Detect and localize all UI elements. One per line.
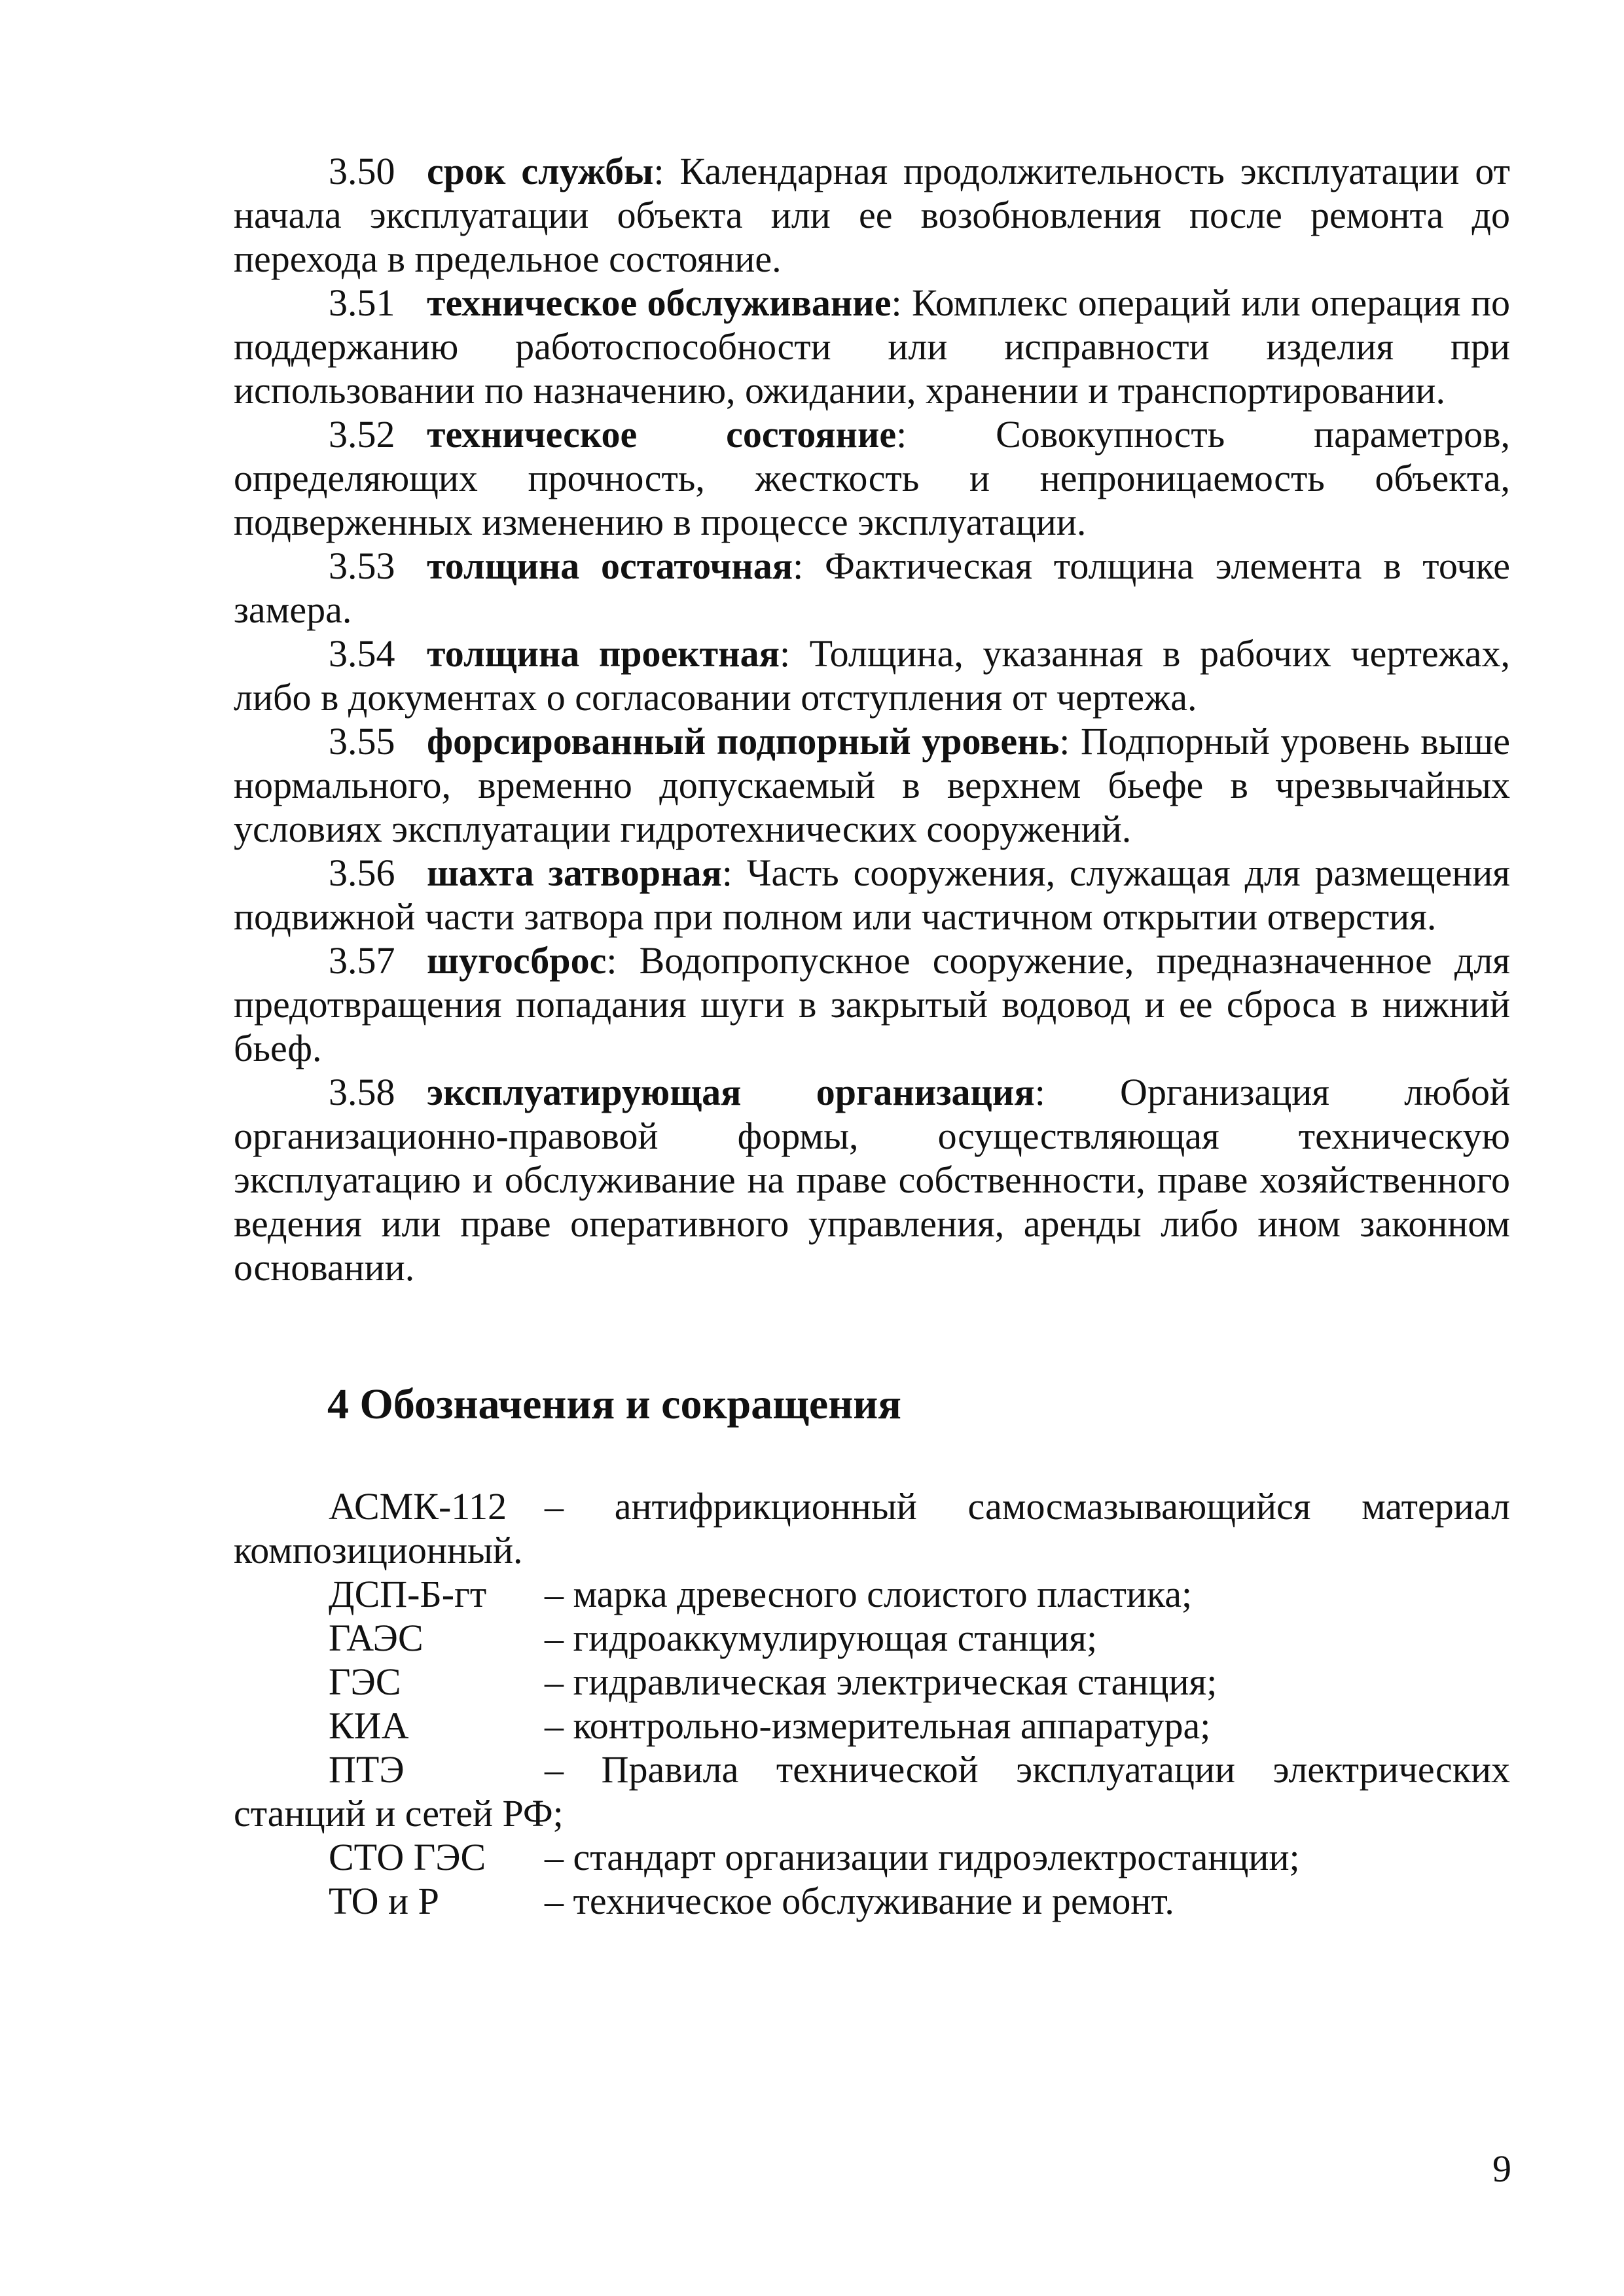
- term-name: шугосброс: [427, 939, 607, 982]
- abbreviation-code: ДСП-Б-гт: [329, 1573, 487, 1615]
- abbreviation-entry: [234, 1879, 1510, 1923]
- term-name: техническое обслуживание: [427, 281, 892, 324]
- term-number: 3.55: [329, 720, 395, 762]
- abbreviation-text: – марка древесного слоистого пластика;: [545, 1573, 1193, 1615]
- term-number: 3.52: [329, 413, 395, 456]
- term-number: 3.56: [329, 852, 395, 894]
- term-name: форсированный подпорный уровень: [427, 720, 1060, 762]
- term-name: толщина проектная: [427, 632, 780, 675]
- term-name: эксплуатирующая организация: [427, 1071, 1035, 1113]
- term-name: толщина остаточная: [427, 545, 793, 587]
- section-heading: 4 Обозначения и сокращения: [327, 1380, 901, 1428]
- term-entry-3-53: [234, 544, 1510, 632]
- term-definition: : Подпорный уровень выше нормального, временно допускаемый в верхнем бьефе в чрезвычайных условиях эксплуатации гидротехнических сооружений.: [234, 720, 1511, 850]
- term-name: техническое состояние: [427, 413, 897, 456]
- abbreviation-entry: [234, 1660, 1510, 1704]
- abbreviations-list: [234, 1484, 1510, 1923]
- term-definition: : Совокупность параметров, определяющих прочность, жесткость и непроницаемость объекта, подверженных изменению в процессе эксплуатации.: [234, 413, 1510, 543]
- abbreviation-text: – антифрикционный самосмазывающийся материал композиционный.: [234, 1485, 1510, 1571]
- term-number: 3.54: [329, 632, 395, 675]
- term-number: 3.51: [329, 281, 395, 324]
- abbreviation-entry: [234, 1835, 1510, 1879]
- term-entry-3-52: [234, 412, 1510, 544]
- term-definition: : Часть сооружения, служащая для размещения подвижной части затвора при полном или частичном открытии отверстия.: [234, 852, 1510, 938]
- term-entry-3-58: [234, 1070, 1510, 1289]
- abbreviation-entry: [234, 1616, 1510, 1660]
- term-entry-3-54: [234, 632, 1510, 719]
- abbreviation-code: КИА: [329, 1704, 409, 1747]
- abbreviation-text: – гидроаккумулирующая станция;: [545, 1617, 1098, 1659]
- term-entry-3-55: [234, 719, 1510, 851]
- term-number: 3.57: [329, 939, 395, 982]
- abbreviation-code: ГЭС: [329, 1660, 401, 1703]
- term-number: 3.50: [329, 150, 395, 192]
- term-entry-3-50: [234, 149, 1510, 281]
- term-definition: : Толщина, указанная в рабочих чертежах, либо в документах о согласовании отступления от чертежа.: [234, 632, 1510, 719]
- term-definition: : Комплекс операций или операция по поддержанию работоспособности или исправности изделия при использовании по назначению, ожидании, хранении и транспортировании.: [234, 281, 1510, 412]
- term-name: шахта затворная: [427, 852, 722, 894]
- term-number: 3.53: [329, 545, 395, 587]
- term-definition: : Организация любой организационно-правовой формы, осуществляющая техническую эксплуатацию и обслуживание на праве собственности, праве хозяйственного ведения или праве оперативного управления, аренды либо ином законном основании.: [234, 1071, 1510, 1289]
- term-entry-3-51: [234, 281, 1510, 412]
- abbreviation-entry: [234, 1704, 1510, 1748]
- abbreviation-code: АСМК-112: [329, 1485, 507, 1528]
- abbreviation-text: – техническое обслуживание и ремонт.: [545, 1880, 1174, 1922]
- abbreviation-code: ТО и Р: [329, 1880, 439, 1922]
- abbreviation-entry: [234, 1484, 1510, 1572]
- term-entry-3-57: [234, 939, 1510, 1070]
- abbreviation-text: – стандарт организации гидроэлектростанции;: [545, 1836, 1300, 1878]
- abbreviation-text: – контрольно-измерительная аппаратура;: [545, 1704, 1211, 1747]
- abbreviation-text: – Правила технической эксплуатации электрических станций и сетей РФ;: [234, 1748, 1510, 1835]
- term-number: 3.58: [329, 1071, 395, 1113]
- abbreviation-code: СТО ГЭС: [329, 1836, 486, 1878]
- page-number: 9: [1492, 2147, 1511, 2190]
- abbreviation-code: ПТЭ: [329, 1748, 405, 1791]
- term-name: срок службы: [427, 150, 654, 192]
- terms-list: [234, 149, 1510, 1289]
- abbreviation-code: ГАЭС: [329, 1617, 424, 1659]
- abbreviation-entry: [234, 1572, 1510, 1616]
- term-definition: : Водопропускное сооружение, предназначенное для предотвращения попадания шуги в закрытый водовод и ее сброса в нижний бьеф.: [234, 939, 1510, 1069]
- term-definition: : Фактическая толщина элемента в точке замера.: [234, 545, 1510, 631]
- term-definition: : Календарная продолжительность эксплуатации от начала эксплуатации объекта или ее возобновления после ремонта до перехода в предельное состояние.: [234, 150, 1511, 280]
- abbreviation-text: – гидравлическая электрическая станция;: [545, 1660, 1218, 1703]
- abbreviation-entry: [234, 1748, 1510, 1835]
- term-entry-3-56: [234, 851, 1510, 939]
